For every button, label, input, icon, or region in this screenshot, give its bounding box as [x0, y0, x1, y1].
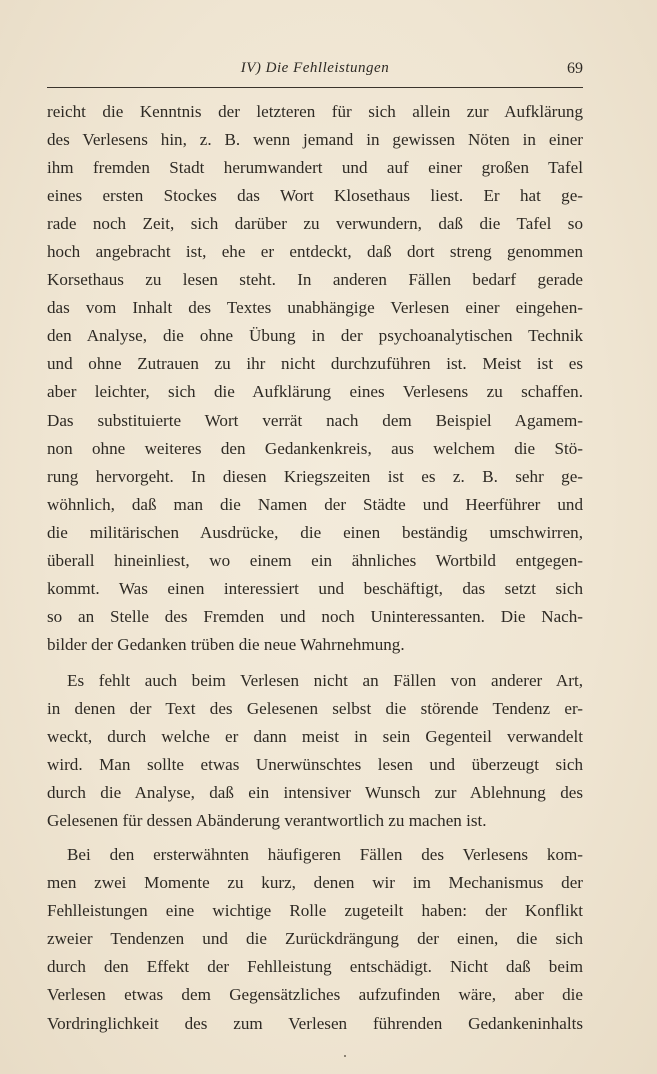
text-line: und ohne Zutrauen zu ihr nicht durchzuführen ist. Meist ist es — [47, 354, 583, 374]
text-line: Fehlleistungen eine wichtige Rolle zugeteilt haben: der Konflikt — [47, 901, 583, 921]
running-head: IV) Die Fehlleistungen — [240, 60, 390, 76]
text-line: Das substituierte Wort verrät nach dem Beispiel Agamem- — [47, 410, 583, 430]
text-line: non ohne weiteres den Gedankenkreis, aus welchem die Stö- — [47, 438, 583, 458]
text-line: den Analyse, die ohne Übung in der psychoanalytischen Technik — [47, 326, 583, 346]
text-line: rade noch Zeit, sich darüber zu verwundern, daß die Tafel so — [47, 214, 583, 234]
text-line: wird. Man sollte etwas Unerwünschtes lesen und überzeugt sich — [47, 755, 583, 775]
text-line: wöhnlich, daß man die Namen der Städte und Heerführer und — [47, 494, 583, 514]
text-line: Gelesenen für dessen Abänderung verantwortlich zu machen ist. — [47, 811, 487, 831]
text-line: zweier Tendenzen und die Zurückdrängung der einen, die sich — [47, 929, 583, 949]
text-line: Korsethaus zu lesen steht. In anderen Fällen bedarf gerade — [47, 270, 583, 290]
text-line: durch die Analyse, daß ein intensiver Wunsch zur Ablehnung des — [47, 783, 583, 803]
text-line: Verlesen etwas dem Gegensätzliches aufzufinden wäre, aber die — [47, 985, 583, 1005]
text-line: ihm fremden Stadt herumwandert und auf einer großen Tafel — [47, 158, 583, 178]
page-number: 69 — [567, 60, 583, 77]
text-line: hoch angebracht ist, ehe er entdeckt, daß dort streng genommen — [47, 242, 583, 262]
text-line: reicht die Kenntnis der letzteren für sich allein zur Aufklärung — [47, 102, 583, 121]
text-line: men zwei Momente zu kurz, denen wir im Mechanismus der — [47, 873, 583, 893]
text-line: die militärischen Ausdrücke, die einen beständig umschwirren, — [47, 522, 583, 542]
text-line: aber leichter, sich die Aufklärung eines Verlesens zu schaffen. — [47, 382, 583, 402]
text-line: Bei den ersterwähnten häufigeren Fällen des Verlesens kom- — [67, 845, 583, 865]
text-line: kommt. Was einen interessiert und beschäftigt, das setzt sich — [47, 578, 583, 598]
text-line: in denen der Text des Gelesenen selbst die störende Tendenz er- — [47, 698, 583, 718]
text-line: Es fehlt auch beim Verlesen nicht an Fällen von anderer Art, — [67, 670, 583, 690]
page-header — [47, 58, 583, 84]
text-line: das vom Inhalt des Textes unabhängige Verlesen einer eingehen- — [47, 298, 583, 318]
text-line: rung hervorgeht. In diesen Kriegszeiten ist es z. B. sehr ge- — [47, 466, 583, 486]
text-line: des Verlesens hin, z. B. wenn jemand in gewissen Nöten in einer — [47, 130, 583, 150]
header-rule — [47, 87, 583, 88]
text-line: überall hineinliest, wo einem ein ähnliches Wortbild entgegen- — [47, 550, 583, 570]
text-line: eines ersten Stockes das Wort Klosethaus liest. Er hat ge- — [47, 186, 583, 206]
text-line: weckt, durch welche er dann meist in sein Gegenteil verwandelt — [47, 727, 583, 747]
text-line: bilder der Gedanken trüben die neue Wahrnehmung. — [47, 634, 405, 654]
text-line: so an Stelle des Fremden und noch Uninteressanten. Die Nach- — [47, 606, 583, 626]
text-line: Vordringlichkeit des zum Verlesen führenden Gedankeninhalts — [47, 1013, 583, 1033]
body-text — [47, 98, 583, 1038]
paper-speck — [344, 1055, 346, 1057]
text-line: durch den Effekt der Fehlleistung entschädigt. Nicht daß beim — [47, 957, 583, 977]
